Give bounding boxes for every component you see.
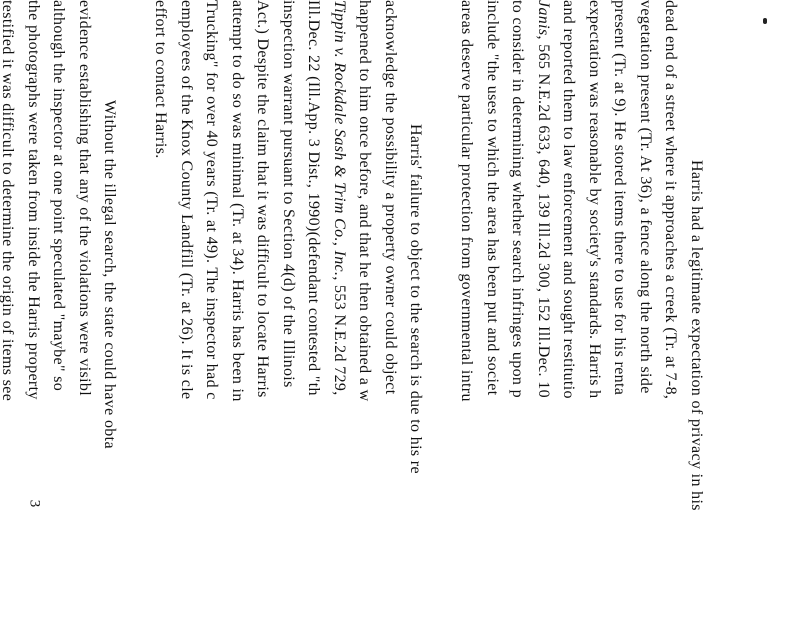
text-line: acknowledge the possibility a property owner could object [382,0,399,395]
text-line: inspection warrant pursuant to Section 4(d) of the Illinois [280,0,297,388]
paragraph-gap [123,0,149,618]
text-line: include "the uses to which the area has been put and societ [484,0,501,396]
text-line: the photographs were taken from inside the Harris property [25,0,42,400]
text-line: although the inspector at one point speculated "maybe" so [50,0,68,392]
text-line: Trucking" for over 40 years (Tr. at 49). The inspector had c [203,0,221,400]
page-number: 3 [26,499,43,508]
text-line: testified it was difficult to determine the origin of items see [0,0,17,402]
case-name: Tippin v. Rockdale Sash & Trim Co., Inc. [331,0,348,277]
scan-speck [763,18,767,24]
paragraph-privacy [454,0,709,618]
case-name: Janis [535,0,552,36]
text-line: Ill.Dec. 22 (Ill.App. 3 Dist., 1990)(defendant contested "th [305,0,323,396]
text-line: evidence establishing that any of the violations were visibl [76,0,93,397]
text-line: effort to contact Harris. [152,0,170,159]
text-line: attempt to do so was minimal (Tr. at 34). Harris has been in [229,0,246,402]
citation-rest: , 553 N.E.2d 729, [331,276,348,396]
text-line: and reported them to law enforcement and sought restitutio [560,0,578,399]
text-line: vegetation present (Tr. At 36), a fence along the north side [637,0,654,394]
text-line: expectation was reasonable by society's standards. Harris h [586,0,603,399]
text-line: areas deserve particular protection from governmental intru [458,0,476,402]
citation-rest: , 565 N.E.2d 633, 640, 139 Ill.2d 300, 152 Ill.Dec. 10 [535,35,552,398]
paragraph-gap [429,0,455,618]
text-line: Act.) Despite the claim that it was difficult to locate Harris [254,0,272,398]
text-line: to consider in determining whether search infringes upon p [509,0,527,398]
text-line: dead end of a street where it approaches a creek (Tr. at 7-8, [662,0,680,400]
text-line: employees of the Knox County Landfill (Tr. at 26). It is cle [178,0,195,400]
text-line: present (Tr. at 9). He stored items there to use for his renta [611,0,629,396]
text-line: Without the illegal search, the state could have obta [101,100,119,449]
text-line: Harris' failure to object to the search is due to his re [407,124,425,474]
text-line: happened to him once before, and that he then obtained a w [356,0,374,402]
paragraph-illegal-search [0,0,123,618]
text-line: Harris had a legitimate expectation of privacy in his [688,160,705,511]
text-line-citation [327,0,353,618]
paragraph-failure-to-object [148,0,429,618]
text-line-citation [531,0,557,618]
